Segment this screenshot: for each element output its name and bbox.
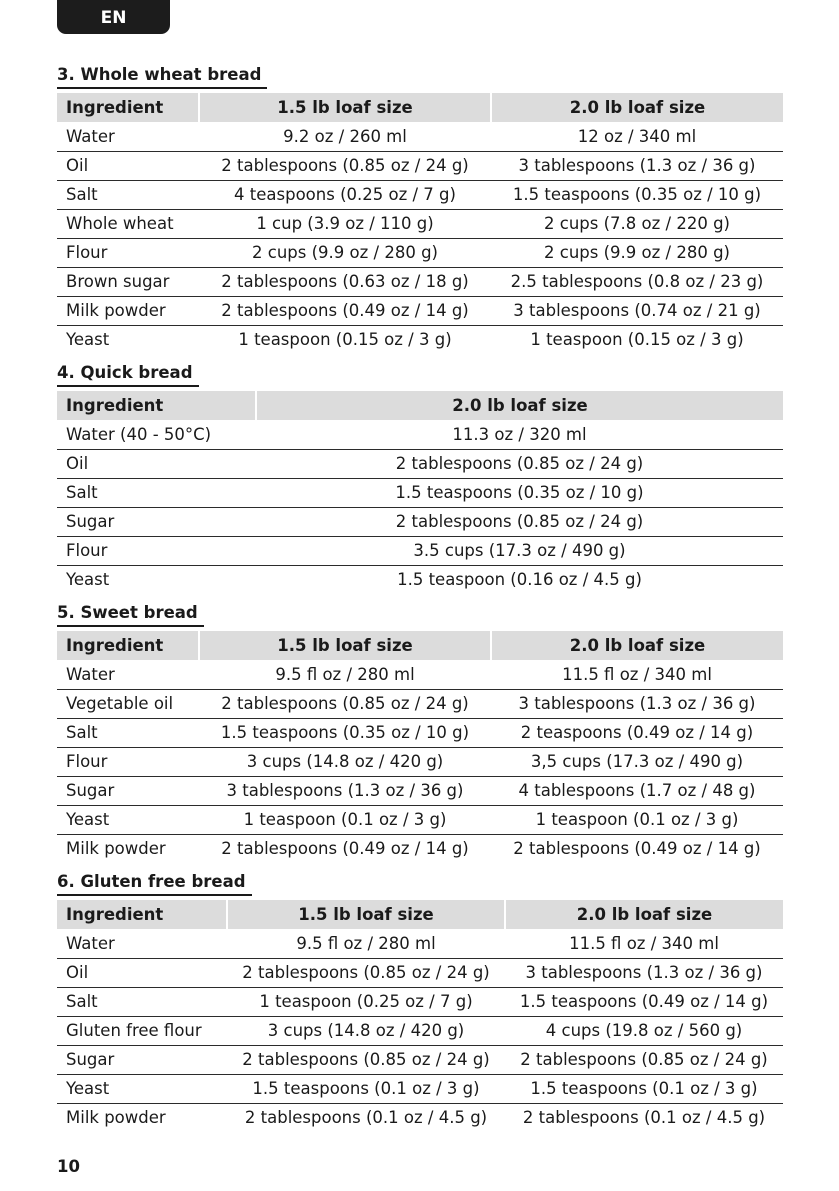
- table-row: [57, 478, 783, 507]
- ingredient-cell: Milk powder: [66, 839, 166, 859]
- table-row: [57, 1103, 783, 1132]
- quantity-cell: 1 teaspoon (0.25 oz / 7 g): [227, 987, 505, 1016]
- column-header-loaf-size: 1.5 lb loaf size: [199, 631, 491, 660]
- quantity-cell: 2 cups (7.8 oz / 220 g): [491, 209, 783, 238]
- column-header-loaf-size: 1.5 lb loaf size: [199, 93, 491, 122]
- quantity-cell: 2 cups (9.9 oz / 280 g): [199, 238, 491, 267]
- table-header-row: [57, 93, 783, 122]
- table-row: [57, 151, 783, 180]
- quantity-cell: 3 cups (14.8 oz / 420 g): [199, 747, 491, 776]
- table-row: [57, 296, 783, 325]
- quantity-cell: 3,5 cups (17.3 oz / 490 g): [491, 747, 783, 776]
- ingredient-cell: Sugar: [57, 1045, 227, 1074]
- quantity-cell: 2 tablespoons (0.49 oz / 14 g): [199, 296, 491, 325]
- ingredient-cell: Sugar: [57, 776, 199, 805]
- quantity-cell: 1 teaspoon (0.1 oz / 3 g): [199, 805, 491, 834]
- quantity-cell: 2 tablespoons (0.85 oz / 24 g): [227, 1045, 505, 1074]
- table-row: [57, 420, 783, 449]
- quantity-cell: 9.5 fl oz / 280 ml: [199, 660, 491, 689]
- quantity-cell: 2.5 tablespoons (0.8 oz / 23 g): [491, 267, 783, 296]
- quantity-cell: 2 tablespoons (0.63 oz / 18 g): [199, 267, 491, 296]
- quantity-cell: 4 cups (19.8 oz / 560 g): [505, 1016, 783, 1045]
- table-row: [57, 660, 783, 689]
- column-header-ingredient: Ingredient: [57, 391, 256, 420]
- table-row: [57, 929, 783, 958]
- ingredient-cell: Vegetable oil: [57, 689, 199, 718]
- table-row: [57, 689, 783, 718]
- ingredient-cell: Water: [57, 122, 199, 151]
- ingredient-cell: Yeast: [66, 570, 110, 590]
- ingredient-cell: Salt: [57, 180, 199, 209]
- quantity-cell: 1.5 teaspoons (0.35 oz / 10 g): [199, 718, 491, 747]
- quantity-cell: 9.2 oz / 260 ml: [199, 122, 491, 151]
- column-header-ingredient: Ingredient: [57, 93, 199, 122]
- quantity-cell: 2 tablespoons (0.1 oz / 4.5 g): [522, 1108, 766, 1128]
- quantity-cell: 1.5 teaspoons (0.1 oz / 3 g): [227, 1074, 505, 1103]
- column-header-ingredient: Ingredient: [57, 900, 227, 929]
- table-row: [57, 325, 783, 354]
- quantity-cell: 3 cups (14.8 oz / 420 g): [227, 1016, 505, 1045]
- quantity-cell: 2 tablespoons (0.49 oz / 14 g): [221, 839, 469, 859]
- table-row: [57, 536, 783, 565]
- section-title-gluten-free: 6. Gluten free bread: [57, 868, 252, 896]
- table-header-row: [57, 900, 783, 929]
- quantity-cell: 2 tablespoons (0.1 oz / 4.5 g): [244, 1108, 488, 1128]
- quantity-cell: 1.5 teaspoons (0.49 oz / 14 g): [505, 987, 783, 1016]
- table-row: [57, 209, 783, 238]
- table-row: [57, 238, 783, 267]
- page-number: 10: [57, 1157, 80, 1176]
- quantity-cell: 9.5 fl oz / 280 ml: [227, 929, 505, 958]
- ingredient-cell: Milk powder: [66, 1108, 166, 1128]
- table-row: [57, 122, 783, 151]
- recipe-table-quick-bread: [57, 391, 783, 594]
- section-title-quick-bread: 4. Quick bread: [57, 359, 199, 387]
- recipe-table-sweet-bread: [57, 631, 783, 863]
- ingredient-cell: Salt: [57, 987, 227, 1016]
- table-row: [57, 449, 783, 478]
- table-row: [57, 507, 783, 536]
- quantity-cell: 4 tablespoons (1.7 oz / 48 g): [491, 776, 783, 805]
- ingredient-cell: Salt: [57, 478, 256, 507]
- quantity-cell: 11.3 oz / 320 ml: [256, 420, 783, 449]
- ingredient-cell: Oil: [57, 958, 227, 987]
- table-row: [57, 776, 783, 805]
- table-row: [57, 267, 783, 296]
- quantity-cell: 2 tablespoons (0.85 oz / 24 g): [256, 507, 783, 536]
- column-header-loaf-size: 1.5 lb loaf size: [227, 900, 505, 929]
- ingredient-cell: Milk powder: [57, 296, 199, 325]
- quantity-cell: 2 tablespoons (0.85 oz / 24 g): [199, 689, 491, 718]
- quantity-cell: 2 tablespoons (0.85 oz / 24 g): [199, 151, 491, 180]
- ingredient-cell: Yeast: [57, 1074, 227, 1103]
- quantity-cell: 4 teaspoons (0.25 oz / 7 g): [199, 180, 491, 209]
- quantity-cell: 1.5 teaspoons (0.35 oz / 10 g): [256, 478, 783, 507]
- column-header-ingredient: Ingredient: [57, 631, 199, 660]
- language-tab: EN: [57, 0, 170, 34]
- table-row: [57, 958, 783, 987]
- quantity-cell: 1 teaspoon (0.1 oz / 3 g): [491, 805, 783, 834]
- ingredient-cell: Water (40 - 50°C): [57, 420, 256, 449]
- ingredient-cell: Oil: [57, 151, 199, 180]
- quantity-cell: 3 tablespoons (0.74 oz / 21 g): [491, 296, 783, 325]
- recipe-table-gluten-free: [57, 900, 783, 1132]
- section-title-whole-wheat: 3. Whole wheat bread: [57, 61, 267, 89]
- column-header-loaf-size: 2.0 lb loaf size: [256, 391, 783, 420]
- table-row: [57, 1074, 783, 1103]
- ingredient-cell: Yeast: [57, 805, 199, 834]
- quantity-cell: 2 tablespoons (0.85 oz / 24 g): [256, 449, 783, 478]
- quantity-cell: 1.5 teaspoons (0.35 oz / 10 g): [491, 180, 783, 209]
- quantity-cell: 2 tablespoons (0.85 oz / 24 g): [227, 958, 505, 987]
- quantity-cell: 3 tablespoons (1.3 oz / 36 g): [491, 151, 783, 180]
- table-header-row: [57, 631, 783, 660]
- table-row: [57, 1016, 783, 1045]
- ingredient-cell: Yeast: [66, 330, 110, 350]
- quantity-cell: 2 tablespoons (0.49 oz / 14 g): [513, 839, 761, 859]
- quantity-cell: 2 teaspoons (0.49 oz / 14 g): [491, 718, 783, 747]
- quantity-cell: 3 tablespoons (1.3 oz / 36 g): [505, 958, 783, 987]
- table-row: [57, 987, 783, 1016]
- quantity-cell: 2 cups (9.9 oz / 280 g): [491, 238, 783, 267]
- quantity-cell: 1 teaspoon (0.15 oz / 3 g): [530, 330, 744, 350]
- recipe-table-whole-wheat: [57, 93, 783, 354]
- table-row: [57, 565, 783, 594]
- ingredient-cell: Sugar: [57, 507, 256, 536]
- ingredient-cell: Water: [57, 929, 227, 958]
- ingredient-cell: Whole wheat: [57, 209, 199, 238]
- table-row: [57, 834, 783, 863]
- section-title-sweet-bread: 5. Sweet bread: [57, 599, 204, 627]
- ingredient-cell: Flour: [57, 536, 256, 565]
- quantity-cell: 1 cup (3.9 oz / 110 g): [199, 209, 491, 238]
- table-header-row: [57, 391, 783, 420]
- ingredient-cell: Salt: [57, 718, 199, 747]
- ingredient-cell: Brown sugar: [57, 267, 199, 296]
- quantity-cell: 1 teaspoon (0.15 oz / 3 g): [238, 330, 452, 350]
- table-row: [57, 1045, 783, 1074]
- ingredient-cell: Flour: [57, 747, 199, 776]
- quantity-cell: 3 tablespoons (1.3 oz / 36 g): [491, 689, 783, 718]
- ingredient-cell: Flour: [57, 238, 199, 267]
- quantity-cell: 2 tablespoons (0.85 oz / 24 g): [505, 1045, 783, 1074]
- quantity-cell: 3.5 cups (17.3 oz / 490 g): [256, 536, 783, 565]
- table-row: [57, 180, 783, 209]
- quantity-cell: 11.5 fl oz / 340 ml: [491, 660, 783, 689]
- ingredient-cell: Water: [57, 660, 199, 689]
- ingredient-cell: Oil: [57, 449, 256, 478]
- column-header-loaf-size: 2.0 lb loaf size: [491, 631, 783, 660]
- quantity-cell: 1.5 teaspoons (0.1 oz / 3 g): [505, 1074, 783, 1103]
- quantity-cell: 3 tablespoons (1.3 oz / 36 g): [199, 776, 491, 805]
- table-row: [57, 747, 783, 776]
- quantity-cell: 12 oz / 340 ml: [491, 122, 783, 151]
- ingredient-cell: Gluten free flour: [57, 1016, 227, 1045]
- table-row: [57, 805, 783, 834]
- quantity-cell: 1.5 teaspoon (0.16 oz / 4.5 g): [397, 570, 642, 590]
- column-header-loaf-size: 2.0 lb loaf size: [505, 900, 783, 929]
- column-header-loaf-size: 2.0 lb loaf size: [491, 93, 783, 122]
- table-row: [57, 718, 783, 747]
- quantity-cell: 11.5 fl oz / 340 ml: [505, 929, 783, 958]
